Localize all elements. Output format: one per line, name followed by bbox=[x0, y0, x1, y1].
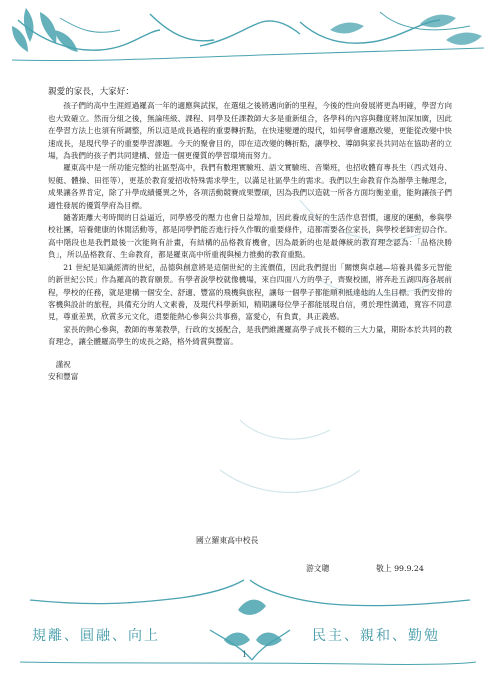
vine-ornament-bottom bbox=[20, 580, 476, 664]
closing-phrase: 謹祝 bbox=[55, 359, 71, 369]
signature-date: 敬上 99.9.24 bbox=[376, 564, 424, 573]
paragraph-exam-preparation: 隨著距離大考時間的日益逼近，同學感受的壓力也會日益增加，因此養成良好的生活作息習慣，適度的運動，參與學校社團，培養健康的休閒活動等，都是同學們能否進行持久作戰的重要條件，這都需要各位家長，與學校老師密切合作。高中階段也是我們最後一次能夠有計畫，有結構的品格教育機會，因為最新的也是最傳統的教育理念認為：「品格決勝負」，所以品格教育、生命教育，都是羅東高中所重視與極力推動的教育重點。 bbox=[48, 213, 452, 260]
page-number: 1 bbox=[242, 650, 248, 659]
vine-ornament-top bbox=[12, 12, 484, 61]
school-motto-right: 民主、親和、勤勉 bbox=[312, 628, 440, 644]
school-motto-left: 規離、圓融、向上 bbox=[32, 628, 160, 644]
closing-wish: 安和豐富 bbox=[48, 371, 79, 381]
signature-name: 游文聰 bbox=[306, 564, 330, 573]
signature-school: 國立羅東高中校長 bbox=[196, 536, 259, 545]
paragraph-intro: 孩子們的高中生涯經過羅高一年的適應與試探，在選組之後將邁向新的里程，今後的性向發展將更為明確，學習方向也大致確立。然而分組之後，無論班級、課程、同學及任課教師大多是重新組合，各學科的內容與難度將加深加廣，因此在學習方法上也須有所調整，所以這是成長過程的重要轉折點，在快速變遷的現代，如何學會適應改變，更能從改變中快速成長，是現代學子的重要學習課題。今天的聚會目的，即在這改變的轉折點，讓學校、導師與家長共同站在協助者的立場，為我們的孩子們共同建構、營造一個更優質的學習環境而努力。 bbox=[48, 101, 452, 161]
letter-body bbox=[48, 86, 452, 383]
leaf-cluster-top-right bbox=[330, 15, 482, 45]
leaf-cluster-top-left bbox=[12, 8, 78, 52]
paragraph-vision: 21 世紀是知識經濟的世紀，品德與創意將是這個世紀的主流價值，因此我們提出「關懷與卓越—培養具備多元智能的新世紀公民」作為羅高的教育願景。有學者說學校就像機場，來自四面八方的學子，齊聚校園，將奔赴五湖四海各展前程，學校的任務，就是建構一個安全、舒適、豐富的飛機與旅程，讓每一個學子都能順利抵達他的人生目標。我們安排的客機與設計的旅程，具備充分的人文素養，及現代科學新知，精期讓每位學子都能展現自信，勇於理性溝通，寬容不同意見，尊重差異，欣賞多元文化，還要能熱心參與公共事務，富愛心，有負責，具正義感。 bbox=[48, 262, 452, 322]
salutation: 親愛的家長，大家好： bbox=[48, 87, 134, 97]
paragraph-cooperation: 家長的熱心參與，教師的專業教學，行政的支援配合，是我們維護羅高學子成長不輟的三大力量，期盼本於共同的教育理念，讓全體羅高學生的成長之路，格外綺賞與豐富。 bbox=[48, 324, 452, 347]
leaf-cluster-bottom bbox=[224, 600, 282, 646]
paragraph-school-profile: 羅東高中是一所功能完整的社區型高中，我們有數理實驗班、語文實驗班、音樂班，也招收體育專長生（西式划舟、短艇、體操、田徑等），更基於教育愛招收特殊需求學生，以滿足社區學生的需求。我們以生命教育作為辦學主軸理念，成果讓各界肯定，除了升學成績優異之外，各項活動競賽成果豐碩，因為我們以造就一所各方面均衡並重，能夠讓孩子們適性發展的優質學府為目標。 bbox=[48, 163, 452, 210]
